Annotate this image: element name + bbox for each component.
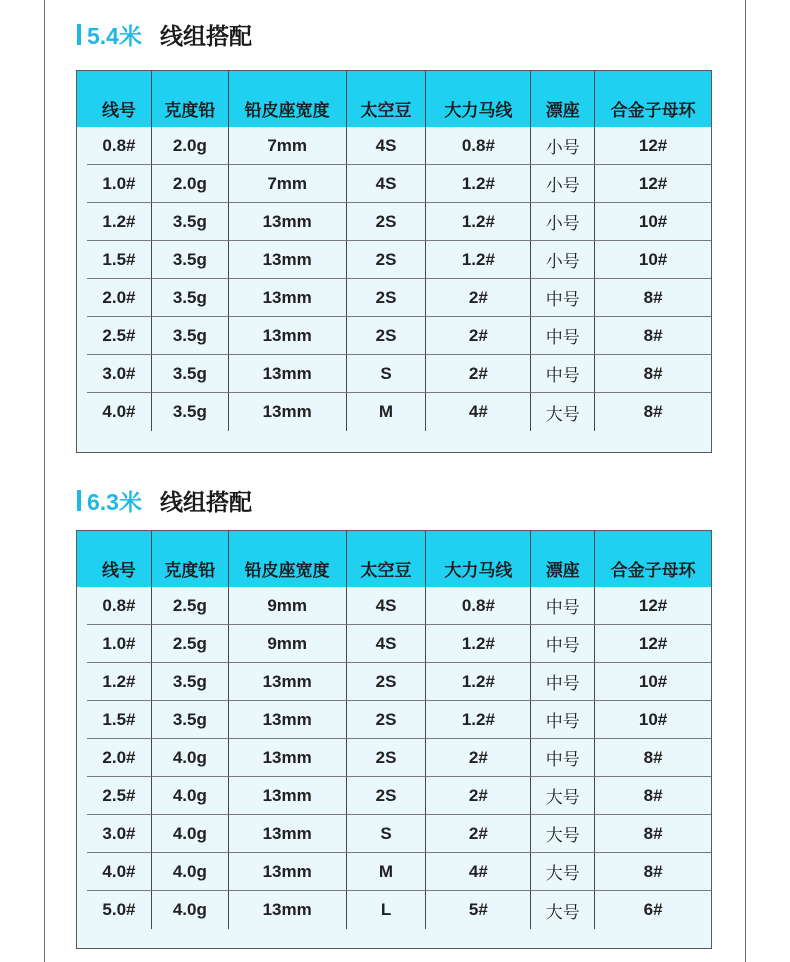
header-cell: 太空豆	[347, 71, 427, 127]
table-cell: 2#	[426, 777, 531, 815]
table-cell: 3.5g	[152, 663, 229, 701]
table-cell: 1.2#	[426, 203, 531, 241]
table-cell: 3.5g	[152, 317, 229, 355]
header-cell: 克度铅	[152, 531, 229, 587]
header-cell: 克度铅	[152, 71, 229, 127]
table-cell: 小号	[531, 127, 595, 165]
page-border-left	[44, 0, 45, 962]
header-cell: 漂座	[531, 71, 595, 127]
table-cell: 0.8#	[87, 127, 152, 165]
table-body	[77, 587, 711, 941]
table-cell: 13mm	[229, 355, 347, 393]
table-cell: 中号	[531, 625, 595, 663]
table-cell: 13mm	[229, 241, 347, 279]
header-cell: 铅皮座宽度	[229, 71, 347, 127]
table-cell: 10#	[595, 701, 711, 739]
section-heading	[77, 480, 252, 520]
table-cell: 大号	[531, 815, 595, 853]
table-cell: 13mm	[229, 663, 347, 701]
table-cell: 4S	[347, 625, 427, 663]
table-cell: 3.0#	[87, 815, 152, 853]
table-cell: 9mm	[229, 625, 347, 663]
table-cell: 8#	[595, 279, 711, 317]
section-heading	[77, 14, 252, 54]
table-cell: 13mm	[229, 203, 347, 241]
table-cell: 4#	[426, 853, 531, 891]
table-cell: 2S	[347, 701, 427, 739]
table-cell: 4#	[426, 393, 531, 431]
table-row	[77, 241, 711, 279]
table-row	[77, 853, 711, 891]
header-cell: 大力马线	[426, 71, 531, 127]
table-cell: 8#	[595, 853, 711, 891]
table-cell: 4.0#	[87, 853, 152, 891]
header-cell: 太空豆	[347, 531, 427, 587]
table-cell: 2.0g	[152, 165, 229, 203]
table-cell: 8#	[595, 739, 711, 777]
table-cell: 2S	[347, 279, 427, 317]
table-cell: 2#	[426, 355, 531, 393]
table-cell: 2.5g	[152, 587, 229, 625]
table-cell: 2.0g	[152, 127, 229, 165]
table-cell: 3.5g	[152, 393, 229, 431]
header-cell: 铅皮座宽度	[229, 531, 347, 587]
header-cell: 合金子母环	[610, 100, 696, 121]
table-cell: 1.0#	[87, 165, 152, 203]
heading-accent-bar	[77, 490, 81, 511]
table-cell: 13mm	[229, 739, 347, 777]
table-cell: 1.2#	[87, 203, 152, 241]
table-cell: 7mm	[229, 127, 347, 165]
section-length: 6.3米	[87, 488, 142, 515]
table-cell: 0.8#	[87, 587, 152, 625]
table-cell: S	[347, 815, 427, 853]
section-title: 线组搭配	[159, 23, 252, 50]
table-row	[77, 663, 711, 701]
table-cell: 1.2#	[426, 663, 531, 701]
table-cell: 4S	[347, 127, 427, 165]
table-cell: 2.5#	[87, 317, 152, 355]
table-row	[77, 777, 711, 815]
table-cell: 12#	[595, 625, 711, 663]
table-row	[77, 279, 711, 317]
table-cell: 中号	[531, 701, 595, 739]
table-cell: 13mm	[229, 815, 347, 853]
table-cell: 2.0#	[87, 739, 152, 777]
table-cell: 12#	[595, 165, 711, 203]
table-row	[77, 165, 711, 203]
table-cell: 中号	[531, 587, 595, 625]
table-cell: 12#	[595, 127, 711, 165]
table-cell: M	[347, 853, 427, 891]
table-row	[77, 701, 711, 739]
table-cell: 0.8#	[426, 587, 531, 625]
table-cell: 4.0g	[152, 891, 229, 929]
table-cell: 1.2#	[87, 663, 152, 701]
table-cell: 3.5g	[152, 241, 229, 279]
table-cell: 1.2#	[426, 241, 531, 279]
table-cell: 4.0g	[152, 777, 229, 815]
table-row	[77, 587, 711, 625]
table-cell: 3.5g	[152, 355, 229, 393]
table-cell: 4.0#	[87, 393, 152, 431]
table-cell: 8#	[595, 815, 711, 853]
table-cell: 12#	[595, 587, 711, 625]
table-cell: 大号	[531, 393, 595, 431]
table-cell: 中号	[531, 279, 595, 317]
page-border-right	[745, 0, 746, 962]
table-cell: 13mm	[229, 853, 347, 891]
table-cell: 2S	[347, 241, 427, 279]
table-cell: 1.2#	[426, 701, 531, 739]
table-row	[77, 355, 711, 393]
table-row	[77, 891, 711, 929]
table-cell: 10#	[595, 203, 711, 241]
table-cell: 中号	[531, 663, 595, 701]
table-cell: 大号	[531, 891, 595, 929]
table-cell: 13mm	[229, 777, 347, 815]
spec-table	[76, 70, 712, 453]
header-cell: 漂座	[531, 531, 595, 587]
spec-table	[76, 530, 712, 949]
table-cell: 2.5#	[87, 777, 152, 815]
header-cell: 大力马线	[426, 531, 531, 587]
table-cell: 3.5g	[152, 203, 229, 241]
table-cell: 8#	[643, 402, 663, 421]
table-cell: 2S	[347, 663, 427, 701]
table-cell: 3.5g	[152, 701, 229, 739]
table-cell: 小号	[531, 241, 595, 279]
table-cell: 4.0g	[152, 853, 229, 891]
table-cell: 13mm	[229, 393, 347, 431]
table-cell: 8#	[595, 355, 711, 393]
table-cell: 13mm	[229, 317, 347, 355]
table-cell: 2#	[426, 739, 531, 777]
table-cell: 2S	[347, 739, 427, 777]
table-cell: 10#	[595, 663, 711, 701]
table-cell: 2S	[347, 317, 427, 355]
table-cell: 0.8#	[426, 127, 531, 165]
table-cell: 9mm	[229, 587, 347, 625]
table-cell: L	[347, 891, 427, 929]
table-cell: 10#	[595, 241, 711, 279]
table-cell: 4S	[347, 587, 427, 625]
table-cell: 5#	[426, 891, 531, 929]
table-cell: M	[347, 393, 427, 431]
section-length: 5.4米	[87, 22, 142, 49]
table-row	[77, 393, 711, 431]
table-row	[77, 127, 711, 165]
table-cell: 1.5#	[87, 701, 152, 739]
table-cell: 13mm	[229, 701, 347, 739]
table-cell: 8#	[595, 317, 711, 355]
table-row	[77, 317, 711, 355]
table-cell: 5.0#	[87, 891, 152, 929]
table-cell: 13mm	[229, 891, 347, 929]
table-cell: 3.0#	[87, 355, 152, 393]
table-cell: 3.5g	[152, 279, 229, 317]
table-cell: 4S	[347, 165, 427, 203]
table-cell: 1.2#	[426, 165, 531, 203]
table-cell: 小号	[531, 203, 595, 241]
table-row	[77, 815, 711, 853]
table-cell: 2.5g	[152, 625, 229, 663]
table-cell: 1.5#	[87, 241, 152, 279]
table-cell: 4.0g	[152, 815, 229, 853]
heading-accent-bar	[77, 24, 81, 45]
table-cell: 2#	[426, 317, 531, 355]
table-cell: 大号	[531, 853, 595, 891]
section-title: 线组搭配	[159, 489, 252, 516]
header-cell: 合金子母环	[610, 560, 696, 581]
table-cell: 中号	[531, 355, 595, 393]
table-body	[77, 127, 711, 443]
table-cell: 4.0g	[152, 739, 229, 777]
table-cell: 1.2#	[426, 625, 531, 663]
table-cell: 2#	[426, 279, 531, 317]
header-cell: 线号	[87, 531, 152, 587]
table-header-row	[77, 71, 711, 127]
table-cell: 7mm	[229, 165, 347, 203]
table-cell: 8#	[595, 777, 711, 815]
table-row	[77, 203, 711, 241]
table-row	[77, 625, 711, 663]
table-cell: 1.0#	[87, 625, 152, 663]
table-cell: 中号	[531, 739, 595, 777]
table-header-row	[77, 531, 711, 587]
table-cell: 大号	[531, 777, 595, 815]
table-cell: 6#	[643, 900, 663, 919]
table-cell: 中号	[531, 317, 595, 355]
table-cell: 13mm	[229, 279, 347, 317]
table-cell: 小号	[531, 165, 595, 203]
table-cell: 2.0#	[87, 279, 152, 317]
table-row	[77, 739, 711, 777]
table-cell: 2S	[347, 203, 427, 241]
table-cell: S	[347, 355, 427, 393]
table-cell: 2S	[347, 777, 427, 815]
table-cell: 2#	[426, 815, 531, 853]
header-cell: 线号	[87, 71, 152, 127]
